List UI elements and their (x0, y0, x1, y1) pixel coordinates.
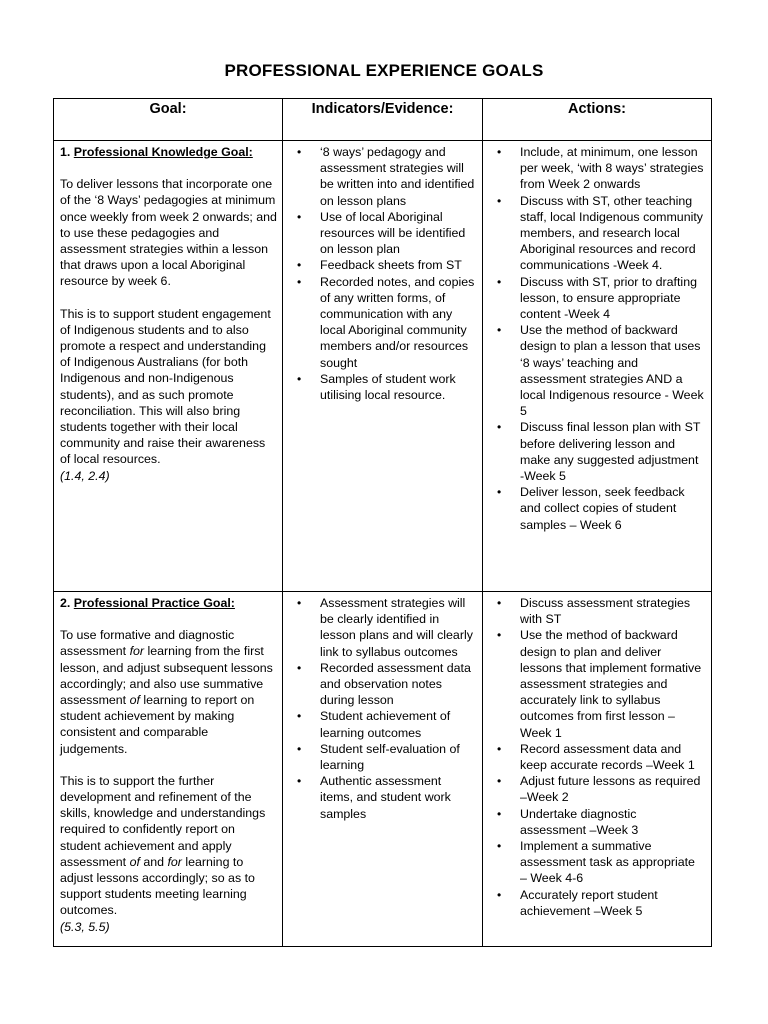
list-item: • Use the method of backward design to plan and deliver lessons that implement formative assessment strategies and accurately link to syllabus outcomes from first lesson – Week 1 (483, 627, 711, 740)
list-item: • ‘8 ways’ pedagogy and assessment strategies will be written into and identified on lesson plans (283, 144, 482, 209)
standards-reference: (5.3, 5.5) (60, 919, 110, 934)
standards-reference: (1.4, 2.4) (60, 468, 110, 483)
list-item: • Assessment strategies will be clearly identified in lesson plans and will clearly link to syllabus outcomes (283, 595, 482, 660)
indicators-cell (283, 141, 483, 592)
list-item: • Include, at minimum, one lesson per week, ‘with 8 ways’ strategies from Week 2 onwards (483, 144, 711, 193)
goal-description: To use formative and diagnostic assessment for learning from the first lesson, and adjust subsequent lessons accordingly; and also use summative assessment of learning to report on student achievement by making consistent and comparable judgements. (60, 628, 273, 756)
list-item: • Discuss with ST, prior to drafting lesson, to ensure appropriate content -Week 4 (483, 274, 711, 323)
list-item: • Record assessment data and keep accurate records –Week 1 (483, 741, 711, 773)
list-item: • Discuss with ST, other teaching staff, local Indigenous community members, and research local Aboriginal resources and record communications -Week 4. (483, 193, 711, 274)
table-row (54, 141, 712, 592)
list-item: • Authentic assessment items, and student work samples (283, 773, 482, 822)
list-item: • Recorded assessment data and observation notes during lesson (283, 660, 482, 709)
goal-rationale: This is to support student engagement of Indigenous students and to also promote a respect and understanding of Indigenous Australians (for both Indigenous and non-Indigenous students), and as such promote reconciliation. This will also bring students together with their local community and raise their awareness of local resources. (60, 306, 271, 467)
list-item: • Undertake diagnostic assessment –Week 3 (483, 806, 711, 838)
list-item: • Use the method of backward design to plan a lesson that uses ‘8 ways’ teaching and assessment strategies AND a local Indigenous resource - Week 5 (483, 322, 711, 419)
header-goal: Goal: (54, 99, 283, 141)
list-item: • Implement a summative assessment task as appropriate – Week 4-6 (483, 838, 711, 887)
actions-list (483, 595, 711, 919)
list-item: • Adjust future lessons as required –Week 2 (483, 773, 711, 805)
header-actions: Actions: (483, 99, 712, 141)
list-item: • Discuss assessment strategies with ST (483, 595, 711, 627)
list-item: • Recorded notes, and copies of any written forms, of communication with any local Aboriginal community members and/or resources sought (283, 274, 482, 371)
table-row (54, 592, 712, 947)
goal-cell (54, 141, 283, 592)
goal-rationale: This is to support the further development and refinement of the skills, knowledge and understandings required to confidently report on student achievement and apply assessment of and for learning to adjust lessons accordingly; so as to support students meeting learning outcomes. (60, 773, 266, 918)
list-item: • Student achievement of learning outcomes (283, 708, 482, 740)
list-item: • Discuss final lesson plan with ST before delivering lesson and make any suggested adjustment -Week 5 (483, 419, 711, 484)
actions-list (483, 144, 711, 533)
goal-description: To deliver lessons that incorporate one of the ‘8 Ways’ pedagogies at minimum once weekly from week 2 onwards; and to use these pedagogies and assessment strategies within a lesson that draws upon a local Aboriginal resource by week 6. (60, 177, 277, 289)
list-item: • Accurately report student achievement –Week 5 (483, 887, 711, 919)
page-title: PROFESSIONAL EXPERIENCE GOALS (224, 61, 544, 80)
goals-table (53, 98, 712, 947)
list-item: • Student self-evaluation of learning (283, 741, 482, 773)
list-item: • Use of local Aboriginal resources will be identified on lesson plan (283, 209, 482, 258)
header-indicators: Indicators/Evidence: (283, 99, 483, 141)
goal-heading: 1. Professional Knowledge Goal: (60, 145, 253, 159)
table-header-row (54, 99, 712, 141)
indicators-list (283, 144, 482, 403)
indicators-list (283, 595, 482, 822)
actions-cell (483, 592, 712, 947)
list-item: • Samples of student work utilising local resource. (283, 371, 482, 403)
list-item: • Deliver lesson, seek feedback and collect copies of student samples – Week 6 (483, 484, 711, 533)
goal-heading: 2. Professional Practice Goal: (60, 596, 235, 610)
actions-cell (483, 141, 712, 592)
goal-cell (54, 592, 283, 947)
indicators-cell (283, 592, 483, 947)
list-item: • Feedback sheets from ST (283, 257, 482, 273)
